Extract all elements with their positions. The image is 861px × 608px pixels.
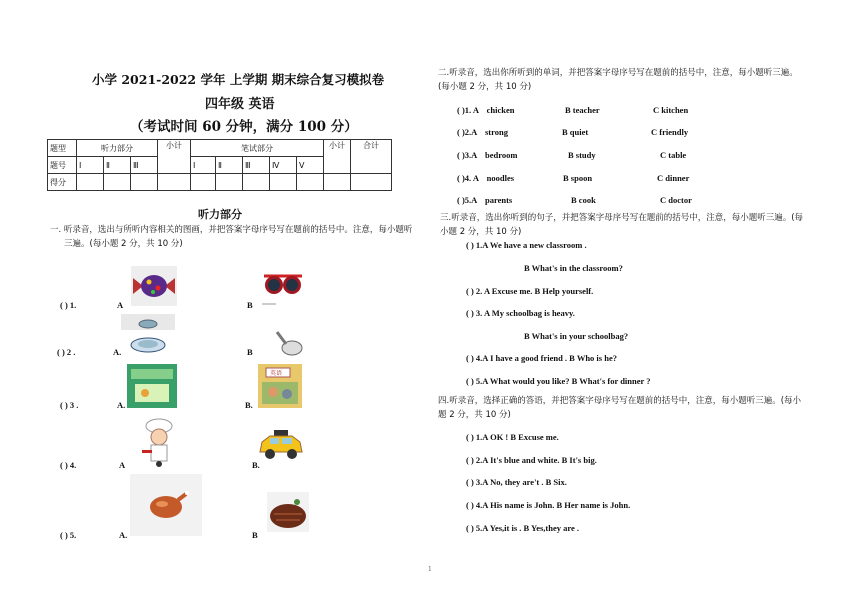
instruction-line: 三.听录音，选出你听到的句子，并把答案字母序号写在题前的括号中，注意，每小题听三遍。(每 — [440, 213, 804, 223]
page-number: 1 — [428, 566, 432, 573]
part2-q1[interactable] — [457, 105, 515, 115]
table-cell: Ⅱ — [216, 157, 243, 174]
part1-q4[interactable]: ( ) 4. — [60, 460, 77, 470]
score-cell[interactable] — [216, 174, 243, 191]
exam-title: 小学 2021-2022 学年 上学期 期末综合复习模拟卷 — [92, 72, 385, 87]
exam-time: （考试时间 60 分钟，满分 100 分） — [130, 119, 358, 135]
instruction-line: 二.听录音，选出你所听到的单词，并把答案字母序号写在题前的括号中，注意，每小题听三遍。 — [438, 68, 798, 78]
score-cell[interactable] — [158, 174, 191, 191]
exam-grade: 四年级 英语 — [205, 97, 275, 112]
chef-icon — [138, 418, 180, 468]
table-cell: 听力部分 — [77, 140, 158, 157]
option-b: B study — [568, 150, 596, 160]
part4-q3[interactable]: ( ) 3.A No, they are't . B Six. — [466, 477, 567, 487]
question-number: ( )3.A — [457, 150, 477, 160]
part1-instruction — [50, 223, 430, 251]
option-c: C friendly — [651, 127, 689, 137]
table-cell: Ⅱ — [104, 157, 131, 174]
part2-instruction — [438, 66, 858, 94]
sunglasses-icon — [262, 268, 304, 298]
table-cell: 笔试部分 — [191, 140, 324, 157]
part3-instruction — [440, 211, 860, 239]
option-a-label: A — [119, 460, 126, 470]
question-number: ( )5.A — [457, 195, 477, 205]
part4-q5[interactable]: ( ) 5.A Yes,it is . B Yes,they are . — [466, 523, 580, 533]
option-c: C kitchen — [653, 105, 689, 115]
part2-q5[interactable] — [457, 195, 512, 205]
table-cell: Ⅰ — [77, 157, 104, 174]
option-b: B spoon — [563, 173, 593, 183]
svg-text:英语: 英语 — [270, 370, 283, 377]
question-number: ( )2.A — [457, 127, 477, 137]
option-c: C dinner — [657, 173, 690, 183]
score-cell[interactable] — [191, 174, 216, 191]
option-b-label: B — [247, 300, 253, 310]
part1-q3[interactable]: ( ) 3 . — [60, 400, 79, 410]
part4-q4[interactable]: ( ) 4.A His name is John. B Her name is John. — [466, 500, 631, 510]
part3-q5[interactable]: ( ) 5.A What would you like? B What's for dinner ? — [466, 376, 651, 386]
table-cell: Ⅲ — [243, 157, 270, 174]
score-cell[interactable] — [270, 174, 297, 191]
part2-q4[interactable] — [457, 173, 514, 183]
listening-title: 听力部分 — [198, 208, 242, 221]
instruction-line: 题 2 分，共 10 分) — [438, 410, 511, 420]
option-b-label: B — [247, 347, 253, 357]
table-cell: Ⅲ — [131, 157, 158, 174]
option-c: C table — [660, 150, 687, 160]
part4-q1[interactable]: ( ) 1.A OK ! B Excuse me. — [466, 432, 559, 442]
table-cell: Ⅳ — [270, 157, 297, 174]
score-table — [47, 139, 392, 191]
english-book-icon — [258, 364, 302, 408]
option-a: bedroom — [484, 150, 518, 160]
table-cell: 小计 — [324, 140, 351, 174]
table-row — [48, 174, 392, 191]
score-cell[interactable] — [243, 174, 270, 191]
score-cell[interactable] — [131, 174, 158, 191]
taxi-icon — [258, 428, 304, 460]
option-a: parents — [484, 195, 513, 205]
option-b-label: B. — [245, 400, 253, 410]
question-number: ( )4. A — [457, 173, 479, 183]
table-row — [48, 140, 392, 157]
score-cell[interactable] — [324, 174, 351, 191]
part4-instruction — [438, 394, 858, 422]
plate-icon — [121, 314, 175, 354]
table-cell: Ⅴ — [297, 157, 324, 174]
score-cell[interactable] — [351, 174, 392, 191]
instruction-line: (每小题 2 分，共 10 分) — [438, 82, 532, 92]
table-cell: 得分 — [48, 174, 77, 191]
instruction-line: 小题 2 分，共 10 分) — [440, 227, 522, 237]
option-b: B quiet — [562, 127, 589, 137]
part2-q2[interactable] — [457, 127, 508, 137]
part3-q1[interactable]: ( ) 1.A We have a new classroom . — [466, 240, 587, 250]
part3-q3-option-b: B What's in your schoolbag? — [524, 331, 629, 341]
option-a-label: A. — [119, 530, 128, 540]
option-a-label: A. — [117, 400, 126, 410]
table-cell: 合计 — [351, 140, 392, 174]
instruction-line: 三遍。(每小题 2 分，共 10 分) — [64, 239, 183, 249]
option-c: C doctor — [660, 195, 692, 205]
part1-q1[interactable]: ( ) 1. — [60, 300, 77, 310]
part3-q3[interactable]: ( ) 3. A My schoolbag is heavy. — [466, 308, 575, 318]
option-b-label: B — [252, 530, 258, 540]
steak-icon — [267, 492, 309, 532]
option-a: noodles — [486, 173, 515, 183]
option-b: B teacher — [565, 105, 600, 115]
part1-q2[interactable]: ( ) 2 . — [57, 347, 76, 357]
dash-mark — [262, 302, 276, 306]
question-number: ( )1. A — [457, 105, 479, 115]
option-b: B cook — [571, 195, 596, 205]
instruction-line: 一. 听录音，选出与所听内容相关的图画，并把答案字母序号写在题前的括号中。注意，每小题听 — [50, 225, 413, 235]
part1-q5[interactable]: ( ) 5. — [60, 530, 77, 540]
candy-icon — [131, 266, 177, 306]
table-cell: 题号 — [48, 157, 77, 174]
option-a-label: A — [117, 300, 124, 310]
part3-q1-option-b: B What's in the classroom? — [524, 263, 623, 273]
option-b-label: B. — [252, 460, 260, 470]
score-cell[interactable] — [297, 174, 324, 191]
part3-q2[interactable]: ( ) 2. A Excuse me. B Help yourself. — [466, 286, 594, 296]
part4-q2[interactable]: ( ) 2.A It's blue and white. B It's big. — [466, 455, 597, 465]
spoon-icon — [272, 330, 304, 356]
book-icon — [127, 364, 177, 408]
option-a: strong — [484, 127, 508, 137]
table-cell: Ⅰ — [191, 157, 216, 174]
roast-chicken-icon — [130, 474, 202, 536]
score-cell[interactable] — [104, 174, 131, 191]
table-cell: 小计 — [158, 140, 191, 174]
part2-q3[interactable] — [457, 150, 517, 160]
option-a: chicken — [486, 105, 515, 115]
instruction-line: 四.听录音，选择正确的答语，并把答案字母序号写在题前的括号中，注意，每小题听三遍。(每小 — [438, 396, 802, 406]
part3-q4[interactable]: ( ) 4.A I have a good friend . B Who is he? — [466, 353, 617, 363]
table-cell: 题型 — [48, 140, 77, 157]
option-a-label: A. — [113, 347, 122, 357]
score-cell[interactable] — [77, 174, 104, 191]
